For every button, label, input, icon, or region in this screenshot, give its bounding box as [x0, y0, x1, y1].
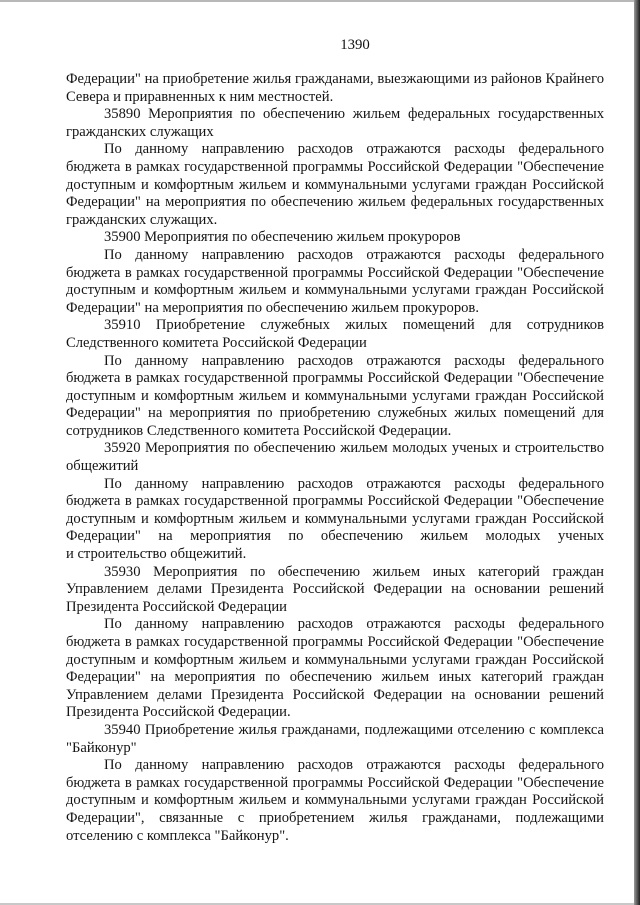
section-description [66, 141, 604, 229]
text-line: Федерации" на мероприятия по обеспечению жильем молодых ученых [66, 528, 604, 545]
section-heading [66, 106, 604, 141]
section-heading [66, 317, 604, 352]
text-line: Следственного комитета Российской Федерации [66, 334, 367, 351]
text-line: По данному направлению расходов отражаются расходы федерального [104, 616, 604, 633]
text-line: 35930 Мероприятия по обеспечению жильем иных категорий граждан [104, 563, 604, 580]
text-line: По данному направлению расходов отражаются расходы федерального [104, 475, 604, 492]
continued-paragraph [66, 71, 604, 106]
text-line: бюджета в рамках государственной программы Российской Федерации "Обеспечение [66, 264, 604, 281]
section-heading [66, 722, 604, 757]
text-line: доступным и комфортным жильем и коммунальными услугами граждан Российской [66, 510, 604, 527]
text-line: бюджета в рамках государственной программы Российской Федерации "Обеспечение [66, 634, 604, 650]
text-line: бюджета в рамках государственной программы Российской Федерации "Обеспечение [66, 774, 604, 791]
text-line: Управлением делами Президента Российской Федерации на основании решений [66, 581, 604, 598]
section-heading [66, 229, 604, 247]
text-line: и строительство общежитий. [66, 546, 247, 563]
text-line: Севера и приравненных к ним местностей. [66, 88, 334, 105]
text-line: доступным и комфортным жильем и коммунальными услугами граждан Российской [66, 651, 604, 668]
text-line: "Байконур" [66, 739, 137, 756]
text-line: бюджета в рамках государственной программы Российской Федерации "Обеспечение [66, 370, 604, 387]
scan-edge-top [0, 0, 640, 2]
text-line: 35940 Приобретение жилья гражданами, подлежащими отселению с комплекса [104, 721, 604, 738]
section-description [66, 476, 604, 564]
text-line: 35900 Мероприятия по обеспечению жильем прокуроров [104, 229, 461, 246]
text-line: гражданских служащих [66, 123, 214, 140]
text-line: доступным и комфортным жильем и коммунальными услугами граждан Российской [66, 176, 604, 193]
section-heading [66, 564, 604, 617]
text-line: Президента Российской Федерации. [66, 704, 291, 721]
section-description [66, 353, 604, 441]
text-line: Президента Российской Федерации [66, 598, 287, 615]
page-number: 1390 [340, 37, 370, 53]
text-line: доступным и комфортным жильем и коммунальными услугами граждан Российской [66, 282, 604, 299]
text-line: Федерации" на мероприятия по обеспечению жильем федеральных государственных [66, 194, 604, 211]
text-line: По данному направлению расходов отражаются расходы федерального [104, 757, 604, 774]
text-line: 35910 Приобретение служебных жилых помещений для сотрудников [104, 317, 604, 334]
text-line: Федерации" на мероприятия по обеспечению жильем иных категорий граждан [66, 669, 604, 686]
text-line: гражданских служащих. [66, 211, 218, 228]
text-line: бюджета в рамках государственной программы Российской Федерации "Обеспечение [66, 493, 604, 510]
text-line: 35920 Мероприятия по обеспечению жильем молодых ученых и строительство [104, 440, 604, 457]
text-line: доступным и комфортным жильем и коммунальными услугами граждан Российской [66, 387, 604, 404]
text-line: Федерации" на мероприятия по приобретению служебных жилых помещений для [66, 405, 604, 422]
section-description [66, 247, 604, 317]
text-line: Федерации" на мероприятия по обеспечению жильем прокуроров. [66, 299, 479, 316]
text-line: бюджета в рамках государственной программы Российской Федерации "Обеспечение [66, 158, 604, 175]
section-description [66, 616, 604, 722]
text-line: Федерации", связанные с приобретением жилья гражданами, подлежащими [66, 809, 604, 826]
section-description [66, 757, 604, 845]
document-body [66, 71, 604, 845]
text-line: общежитий [66, 458, 139, 475]
section-heading [66, 440, 604, 475]
text-line: Управлением делами Президента Российской Федерации на основании решений [66, 686, 604, 703]
text-line: 35890 Мероприятия по обеспечению жильем федеральных государственных [104, 106, 604, 123]
text-line: доступным и комфортным жильем и коммунальными услугами граждан Российской [66, 792, 604, 809]
text-line: По данному направлению расходов отражаются расходы федерального [104, 141, 604, 158]
text-line: По данному направлению расходов отражаются расходы федерального [104, 246, 604, 263]
text-line: отселению с комплекса "Байконур". [66, 827, 289, 844]
text-line: сотрудников Следственного комитета Российской Федерации. [66, 422, 452, 439]
text-line: По данному направлению расходов отражаются расходы федерального [104, 352, 604, 369]
text-line: Федерации" на приобретение жилья гражданами, выезжающими из районов Крайнего [66, 71, 604, 87]
scan-edge-right [634, 0, 640, 905]
